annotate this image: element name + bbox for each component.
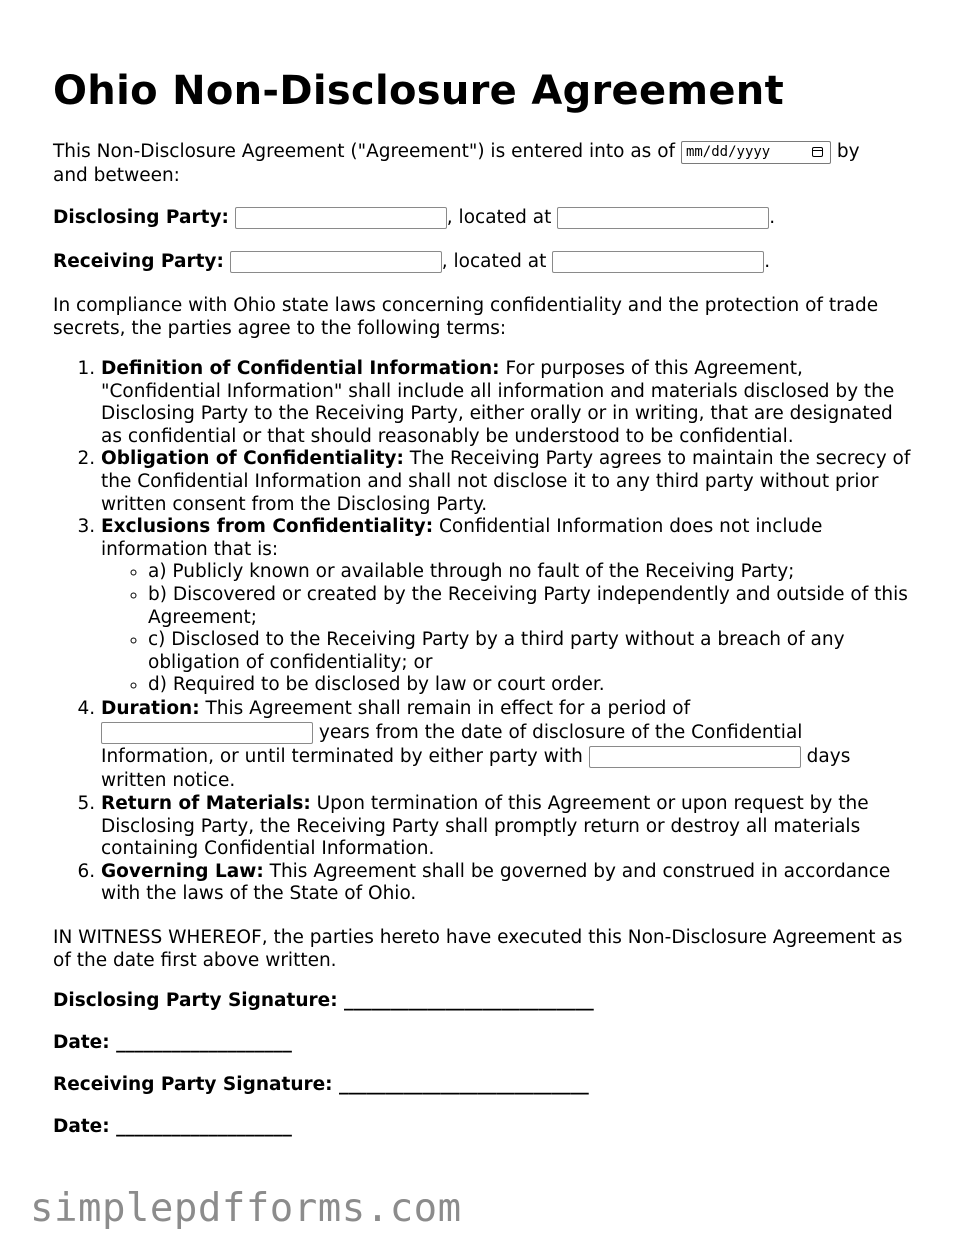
disclosing-party-name-field[interactable] <box>235 207 447 229</box>
notice-days-field[interactable] <box>589 746 801 768</box>
term-text: This Agreement shall remain in effect for a period of <box>199 697 691 719</box>
receiving-date-line: Date: ___________________ <box>53 1116 292 1137</box>
term-definition <box>101 358 913 448</box>
intro-by: by <box>836 141 860 162</box>
receiving-party-line <box>53 250 913 273</box>
term-heading: Definition of Confidential Information: <box>101 358 500 379</box>
disclosing-party-line <box>53 206 913 229</box>
term-obligation <box>101 448 913 516</box>
receiving-party-name-field[interactable] <box>230 251 442 273</box>
term-text: days written notice. <box>101 745 851 791</box>
term-return <box>101 793 913 861</box>
term-heading: Governing Law: <box>101 860 264 882</box>
term-duration <box>101 697 913 793</box>
term-text: Upon termination of this Agreement or upon request by the Disclosing Party, the Receiving Party shall promptly return or destroy all materials containing Confidential Information. <box>101 792 869 860</box>
list-item: ◦ b) Discovered or created by the Receiving Party independently and outside of this Agreement; <box>148 584 913 629</box>
list-item: ◦ d) Required to be disclosed by law or court order. <box>148 674 913 697</box>
intro-paragraph <box>53 140 913 187</box>
intro-text: This Non-Disclosure Agreement ("Agreement") is entered into as of <box>53 141 676 162</box>
receiving-signature-line: Receiving Party Signature: ___________________________ <box>53 1074 589 1095</box>
term-text: This Agreement shall be governed by and construed in accordance with the laws of the State of Ohio. <box>101 860 891 905</box>
watermark: simplepdfforms.com <box>30 1186 462 1231</box>
term-heading: Return of Materials: <box>101 792 311 814</box>
term-text: For purposes of this Agreement, "Confidential Information" shall include all information and materials disclosed by the Disclosing Party to the Receiving Party, either orally or in writing, that are designated as confidential or that should reasonably be understood to be confidential. <box>101 358 895 447</box>
disclosing-party-address-field[interactable] <box>557 207 769 229</box>
date-placeholder: mm/dd/yyyy <box>685 143 771 160</box>
term-heading: Exclusions from Confidentiality: <box>101 516 434 538</box>
intro-line2: and between: <box>53 164 180 186</box>
disclosing-party-label: Disclosing Party: <box>53 207 229 228</box>
agreement-date-input[interactable] <box>681 141 831 164</box>
list-item: ◦ c) Disclosed to the Receiving Party by a third party without a breach of any obligation of confidentiality; or <box>148 629 913 674</box>
witness-paragraph: IN WITNESS WHEREOF, the parties hereto have executed this Non-Disclosure Agreement as of the date first above written. <box>53 927 903 971</box>
term-text: years from the date of disclosure of the Confidential Information, or until terminated by either party with <box>101 721 803 767</box>
term-text: The Receiving Party agrees to maintain the secrecy of the Confidential Information and shall not disclose it to any third party without prior written consent from the Disclosing Party. <box>101 448 911 515</box>
exclusions-list <box>101 561 913 697</box>
term-heading: Duration: <box>101 697 200 719</box>
receiving-located-label: , located at <box>441 251 547 272</box>
disclosing-signature-line: Disclosing Party Signature: ___________________________ <box>53 990 594 1011</box>
term-heading: Obligation of Confidentiality: <box>101 448 404 470</box>
receiving-end: . <box>764 251 771 272</box>
term-governing-law <box>101 861 913 906</box>
receiving-party-label: Receiving Party: <box>53 251 224 272</box>
compliance-paragraph: In compliance with Ohio state laws concerning confidentiality and the protection of trade secrets, the parties agree to the following terms: <box>53 295 879 339</box>
term-text: Confidential Information does not include information that is: <box>101 516 823 560</box>
page-title: Ohio Non-Disclosure Agreement <box>53 68 785 114</box>
duration-years-field[interactable] <box>101 722 313 744</box>
disclosing-end: . <box>769 207 776 228</box>
term-exclusions <box>101 516 913 697</box>
calendar-icon[interactable] <box>812 147 823 157</box>
receiving-party-address-field[interactable] <box>552 251 764 273</box>
list-item: ◦ a) Publicly known or available through no fault of the Receiving Party; <box>148 561 913 584</box>
disclosing-date-line: Date: ___________________ <box>53 1032 292 1053</box>
terms-list <box>53 358 913 906</box>
disclosing-located-label: , located at <box>446 207 552 228</box>
